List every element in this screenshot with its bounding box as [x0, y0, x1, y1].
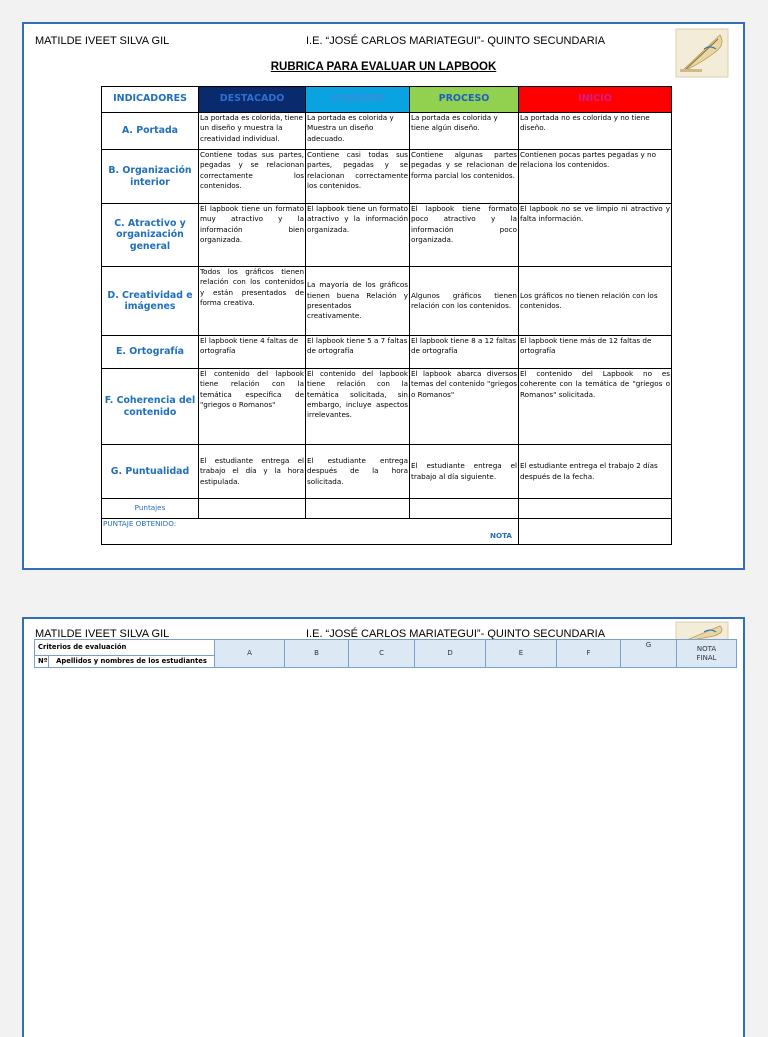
rubric-cell: Todos los gráficos tienen relación con los contenidos y están presentados de forma creativa.	[199, 267, 306, 336]
rubric-cell: El estudiante entrega el trabajo 2 días después de la fecha.	[519, 445, 672, 499]
indicator-cell: E. Ortografía	[102, 336, 199, 369]
rubric-page	[22, 22, 745, 570]
header-inicio: INICIO	[519, 87, 672, 113]
teacher-name: MATILDE IVEET SILVA GIL	[35, 628, 170, 640]
rubric-cell: Contienen pocas partes pegadas y no relaciona los contenidos.	[519, 150, 672, 204]
register-page	[22, 617, 745, 1037]
criterion-col-d: D	[415, 640, 486, 668]
indicator-cell: G. Puntualidad	[102, 445, 199, 499]
indicator-cell: F. Coherencia del contenido	[102, 369, 199, 445]
rubric-cell: El contenido del lapbook tiene relación con la temática solicitada, sin embargo, incluye aspectos irrelevantes.	[306, 369, 410, 445]
header-destacado: DESTACADO	[199, 87, 306, 113]
puntajes-row	[102, 499, 672, 519]
criterion-col-b: B	[285, 640, 349, 668]
score-cell[interactable]	[199, 499, 306, 519]
rubric-cell: El lapbook abarca diversos temas del contenido "griegos o Romanos"	[410, 369, 519, 445]
total-cell	[102, 519, 519, 545]
rubric-cell: La mayoría de los gráficos tienen buena Relación y presentados creativamente.	[306, 267, 410, 336]
indicator-cell: B. Organización interior	[102, 150, 199, 204]
rubric-cell: El lapbook tiene un formato atractivo y la información organizada.	[306, 204, 410, 267]
rubric-header-row	[102, 87, 672, 113]
header-proceso: PROCESO	[410, 87, 519, 113]
puntajes-label: Puntajes	[102, 499, 199, 519]
rubric-row-puntualidad	[102, 445, 672, 499]
rubric-cell: La portada es colorida y tiene algún diseño.	[410, 113, 519, 150]
rubric-cell: El lapbook tiene un formato muy atractivo y la información bien organizada.	[199, 204, 306, 267]
rubric-cell: La portada no es colorida y no tiene diseño.	[519, 113, 672, 150]
criterion-col-e: E	[486, 640, 557, 668]
nota-value-cell[interactable]	[519, 519, 672, 545]
rubric-cell: El lapbook tiene 5 a 7 faltas de ortografía	[306, 336, 410, 369]
criterion-col-a: A	[215, 640, 285, 668]
indicator-cell: A. Portada	[102, 113, 199, 150]
school-name: I.E. “JOSÉ CARLOS MARIATEGUI”- QUINTO SECUNDARIA	[306, 628, 606, 640]
criterion-col-g: G	[621, 640, 677, 668]
rubric-cell: El lapbook tiene 4 faltas de ortografía	[199, 336, 306, 369]
rubric-row-atractivo	[102, 204, 672, 267]
teacher-name: MATILDE IVEET SILVA GIL	[35, 35, 170, 47]
rubric-cell: Contiene todas sus partes, pegadas y se relacionan correctamente los contenidos.	[199, 150, 306, 204]
score-cell[interactable]	[410, 499, 519, 519]
score-cell[interactable]	[306, 499, 410, 519]
criterion-col-c: C	[349, 640, 415, 668]
rubric-cell: La portada es colorida y Muestra un diseño adecuado.	[306, 113, 410, 150]
indicator-cell: D. Creatividad e imágenes	[102, 267, 199, 336]
puntaje-obtenido-label: PUNTAJE OBTENIDO:	[103, 519, 177, 528]
rubric-cell: Los gráficos no tienen relación con los contenidos.	[519, 267, 672, 336]
nota-label: NOTA	[489, 530, 512, 540]
school-name: I.E. “JOSÉ CARLOS MARIATEGUI”- QUINTO SECUNDARIA	[306, 35, 606, 47]
nota-final-line1: NOTA	[696, 644, 717, 653]
criterios-label: Criterios de evaluación	[35, 640, 215, 656]
rubric-cell: Contiene algunas partes pegadas y se relacionan de forma parcial los contenidos.	[410, 150, 519, 204]
criterion-col-f: F	[557, 640, 621, 668]
register-header-row	[35, 640, 737, 656]
rubric-cell: El estudiante entrega el trabajo el día y la hora estipulada.	[199, 445, 306, 499]
rubric-table	[101, 86, 672, 545]
rubric-row-portada	[102, 113, 672, 150]
rubric-cell: Algunos gráficos tienen relación con los contenidos.	[410, 267, 519, 336]
student-names-label: Apellidos y nombres de los estudiantes	[49, 656, 215, 668]
header-indicadores: INDICADORES	[102, 87, 199, 113]
rubric-row-organizacion	[102, 150, 672, 204]
register-table	[34, 639, 737, 668]
rubric-cell: Contiene casi todas sus partes, pegadas y se relacionan correctamente los contenidos.	[306, 150, 410, 204]
rubric-cell: El contenido del lapbook tiene relación con la temática especifica de "griegos o Romanos"	[199, 369, 306, 445]
rubric-cell: La portada es colorida, tiene un diseño y muestra la creatividad individual.	[199, 113, 306, 150]
rubric-cell: El estudiante entrega después de la hora solicitada.	[306, 445, 410, 499]
total-row	[102, 519, 672, 545]
nota-final-header	[677, 640, 737, 668]
rubric-row-coherencia	[102, 369, 672, 445]
rubric-cell: El contenido del Lapbook no es coherente con la temática de "griegos o Romanos" solicitada.	[519, 369, 672, 445]
rubric-cell: El estudiante entrega el trabajo al día siguiente.	[410, 445, 519, 499]
rubric-cell: El lapbook tiene 8 a 12 faltas de ortografía	[410, 336, 519, 369]
rubric-cell: El lapbook no se ve limpio ni atractivo y falta información.	[519, 204, 672, 267]
indicator-cell: C. Atractivo y organización general	[102, 204, 199, 267]
number-label: Nº	[35, 656, 49, 668]
score-cell[interactable]	[519, 499, 672, 519]
rubric-cell: El lapbook tiene más de 12 faltas de ortografía	[519, 336, 672, 369]
rubric-title: RUBRICA PARA EVALUAR UN LAPBOOK	[270, 61, 497, 73]
nota-final-line2: FINAL	[696, 653, 717, 662]
rubric-row-creatividad	[102, 267, 672, 336]
rubric-cell: El lapbook tiene formato poco atractivo y la información poco organizada.	[410, 204, 519, 267]
rubric-row-ortografia	[102, 336, 672, 369]
header-logrado: LOGRADO	[306, 87, 410, 113]
